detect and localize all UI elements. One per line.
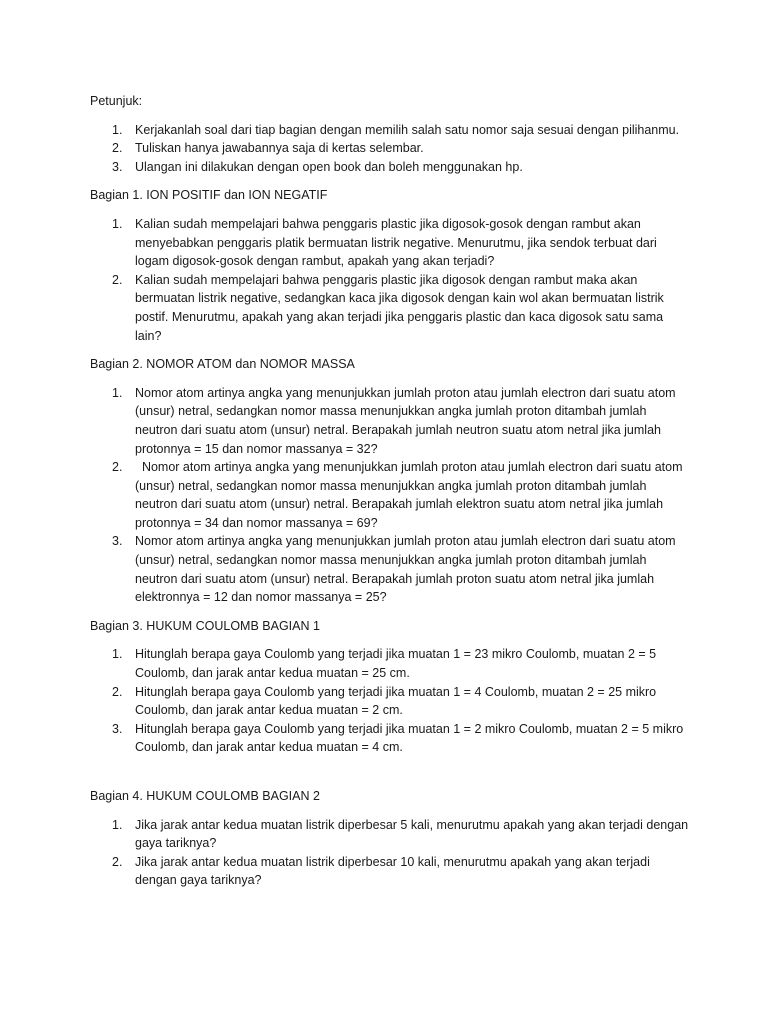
section-4-title: Bagian 4. HUKUM COULOMB BAGIAN 2 <box>90 789 320 803</box>
section-3-list <box>90 645 690 757</box>
item-text: Hitunglah berapa gaya Coulomb yang terjadi jika muatan 1 = 4 Coulomb, muatan 2 = 25 mikro Coulomb, dan jarak antar kedua muatan = 2 cm. <box>135 684 657 718</box>
item-text: Nomor atom artinya angka yang menunjukkan jumlah proton atau jumlah electron dari suatu atom (unsur) netral, sedangkan nomor massa menunjukkan angka jumlah proton ditambah jumlah neutron dari suatu atom (unsur) netral. Berapakah jumlah neutron suatu atom netral jika jumlah protonnya = 15 dan nomor massanya = 32? <box>135 385 676 456</box>
list-item <box>90 816 690 853</box>
instructions-list <box>90 121 690 177</box>
section-2-list <box>90 384 690 607</box>
item-number: 1. <box>112 122 123 137</box>
item-text: Kalian sudah mempelajari bahwa penggaris plastic jika digosok-gosok dengan rambut akan menyebabkan penggaris platik bermuatan listrik negative. Menurutmu, jika sendok terbuat dari logam digosok-gosok dengan rambut, apakah yang akan terjadi? <box>135 216 657 269</box>
section-3-title: Bagian 3. HUKUM COULOMB BAGIAN 1 <box>90 618 320 633</box>
item-text: Hitunglah berapa gaya Coulomb yang terjadi jika muatan 1 = 23 mikro Coulomb, muatan 2 = 5 Coulomb, dan jarak antar kedua muatan = 25 cm. <box>135 647 657 681</box>
list-item <box>90 645 690 682</box>
list-item <box>90 458 690 532</box>
item-number: 1. <box>112 817 123 832</box>
list-item <box>90 271 690 345</box>
item-number: 2. <box>112 684 123 699</box>
list-item <box>90 720 690 757</box>
item-number: 2. <box>112 854 123 869</box>
item-text: Ulangan ini dilakukan dengan open book dan boleh menggunakan hp. <box>135 159 523 174</box>
list-item <box>90 121 690 140</box>
item-number: 2. <box>112 272 123 287</box>
item-number: 1. <box>112 647 123 662</box>
item-text: Nomor atom artinya angka yang menunjukkan jumlah proton atau jumlah electron dari suatu atom (unsur) netral, sedangkan nomor massa menunjukkan angka jumlah proton ditambah jumlah neutron dari suatu atom (unsur) netral. Berapakah jumlah proton suatu atom netral jika jumlah elektronnya = 12 dan nomor massanya = 25? <box>135 534 676 605</box>
list-item <box>90 683 690 720</box>
item-text: Kerjakanlah soal dari tiap bagian dengan memilih salah satu nomor saja sesuai dengan pilihanmu. <box>135 122 680 137</box>
list-item <box>90 532 690 606</box>
list-item <box>90 158 690 177</box>
item-text: Nomor atom artinya angka yang menunjukkan jumlah proton atau jumlah electron dari suatu atom (unsur) netral, sedangkan nomor massa menunjukkan angka jumlah proton ditambah jumlah neutron dari suatu atom (unsur) netral. Berapakah jumlah elektron suatu atom netral jika jumlah protonnya = 34 dan nomor massanya = 69? <box>135 460 683 530</box>
section-1-list <box>90 215 690 345</box>
section-2-title: Bagian 2. NOMOR ATOM dan NOMOR MASSA <box>90 357 355 372</box>
list-item <box>90 853 690 890</box>
item-number: 2. <box>112 460 123 475</box>
list-item <box>90 215 690 271</box>
item-number: 1. <box>112 216 123 231</box>
blank-line <box>90 767 690 787</box>
item-text: Hitunglah berapa gaya Coulomb yang terjadi jika muatan 1 = 2 mikro Coulomb, muatan 2 = 5 mikro Coulomb, dan jarak antar kedua muatan = 4 cm. <box>135 721 684 755</box>
document-page <box>90 92 690 900</box>
instructions-label: Petunjuk: <box>90 94 143 108</box>
item-text: Jika jarak antar kedua muatan listrik diperbesar 5 kali, menurutmu apakah yang akan terjadi dengan gaya tariknya? <box>135 817 689 851</box>
item-number: 2. <box>112 141 123 156</box>
item-number: 3. <box>112 721 123 736</box>
item-text: Jika jarak antar kedua muatan listrik diperbesar 10 kali, menurutmu apakah yang akan terjadi dengan gaya tariknya? <box>135 854 650 888</box>
item-number: 3. <box>112 159 123 174</box>
section-1-title: Bagian 1. ION POSITIF dan ION NEGATIF <box>90 188 328 203</box>
list-item <box>90 384 690 458</box>
item-text: Kalian sudah mempelajari bahwa penggaris plastic jika digosok dengan rambut maka akan bermuatan listrik negative, sedangkan kaca jika digosok dengan kain wol akan bermuatan listrik postif. Menurutmu, apakah yang akan terjadi jika penggaris plastic dan kaca digosok satu sama lain? <box>135 272 664 343</box>
item-number: 1. <box>112 385 123 400</box>
item-number: 3. <box>112 534 123 549</box>
list-item <box>90 139 690 158</box>
section-4-list <box>90 816 690 890</box>
item-text: Tuliskan hanya jawabannya saja di kertas selembar. <box>135 141 424 156</box>
